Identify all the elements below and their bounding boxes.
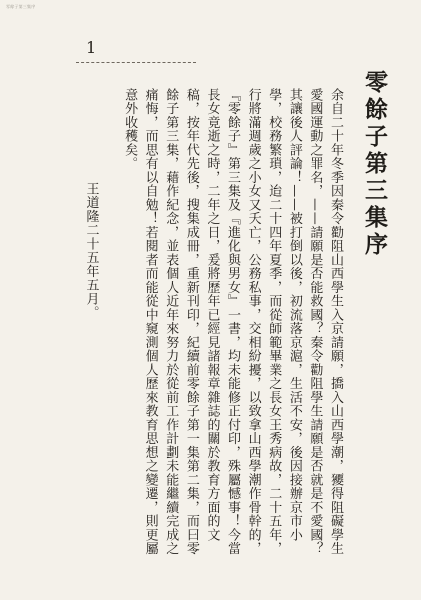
preface-paragraph: 余自二十年冬季因秦令勸阻山西學生入京請願，撟入山西學潮，獿得阻礙學生愛國運動之罪名，——請願是否能救國？秦令勸阻學生請願是否就是不愛國？其讓後人評論！——被打倒以後，初流落京滬，生活不安，後因接辦京市小學，校務繁瑣，迨二十四年夏季，而從師範畢業之長女王秀病故，二十五年，行將滿週歲之小女又夭亡，公務私事，交相紛擾，以致拿山西學潮作骨幹的，『零餘子』第三集及『進化與男女』一書，均未能修正付印，殊屬憾事！今當長女竟逝之時，二年之日，爰將歷年已經見諸報章雜誌的關於教育方面的文稿，按年代先後，搜集成冊，重新刊印，紀續前零餘子第一集第二集，而曰零餘子第三集，藉作紀念，並表個人近年來努力於從前工作計劃未能繼續完成之痛悔，而思有以自勉！若閱者而能從中窺測個人歷來教育思想之變遷，則更屬意外收穫矣。 [122, 88, 343, 556]
preface-text-block [69, 62, 389, 562]
page-number: 1 [86, 38, 97, 57]
signature-line: 王道隆二十五年五月。 [83, 182, 99, 320]
corner-mark: 零餘子第三集序 [6, 4, 36, 9]
page-title: 零餘子第三集序 [361, 70, 388, 259]
